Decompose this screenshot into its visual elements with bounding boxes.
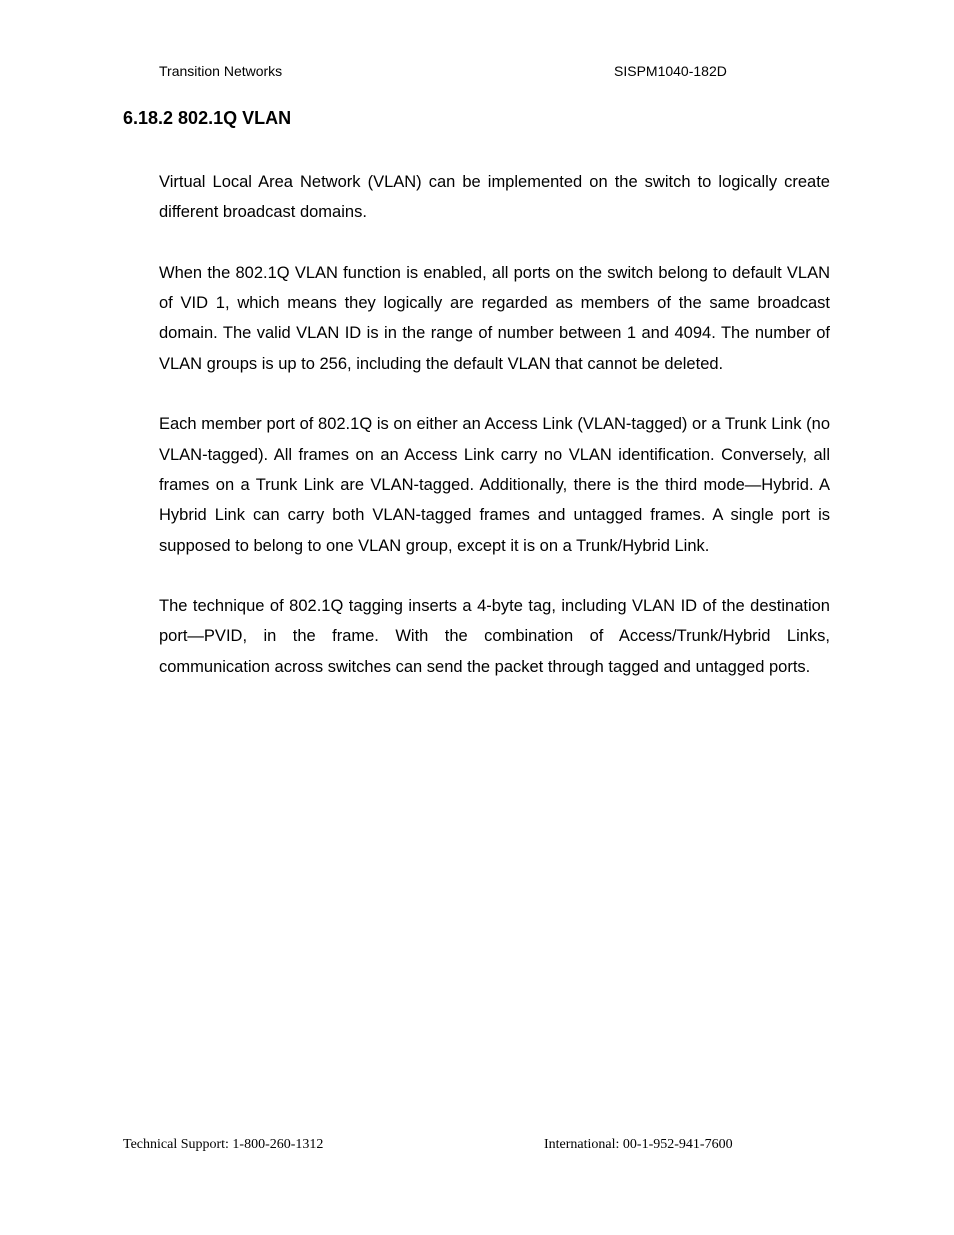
footer-international: International: 00-1-952-941-7600 [544, 1137, 733, 1152]
header-company: Transition Networks [159, 63, 283, 79]
section-body [159, 167, 830, 712]
paragraph-vlan-intro: Virtual Local Area Network (VLAN) can be implemented on the switch to logically create different broadcast domains. [159, 173, 830, 222]
paragraph-link-types: Each member port of 802.1Q is on either an Access Link (VLAN-tagged) or a Trunk Link (no VLAN-tagged). All frames on an Access Link carry no VLAN identification. Conversely, all frames on a Trunk Link are VLAN-tagged. Additionally, there is the third mode—Hybrid. A Hybrid Link can carry both VLAN-tagged frames and untagged frames. A single port is supposed to belong to one VLAN group, except it is on a Trunk/Hybrid Link. [159, 415, 830, 555]
section-title: 6.18.2 802.1Q VLAN [123, 108, 292, 128]
footer-support: Technical Support: 1-800-260-1312 [123, 1137, 324, 1152]
paragraph-default-vlan: When the 802.1Q VLAN function is enabled, all ports on the switch belong to default VLAN of VID 1, which means they logically are regarded as members of the same broadcast domain. The valid VLAN ID is in the range of number between 1 and 4094. The number of VLAN groups is up to 256, including the default VLAN that cannot be deleted. [159, 263, 830, 373]
paragraph-tagging: The technique of 802.1Q tagging inserts a 4-byte tag, including VLAN ID of the destination port—PVID, in the frame. With the combination of Access/Trunk/Hybrid Links, communication across switches can send the packet through tagged and untagged ports. [159, 597, 830, 676]
header-document-id: SISPM1040-182D [614, 63, 727, 79]
